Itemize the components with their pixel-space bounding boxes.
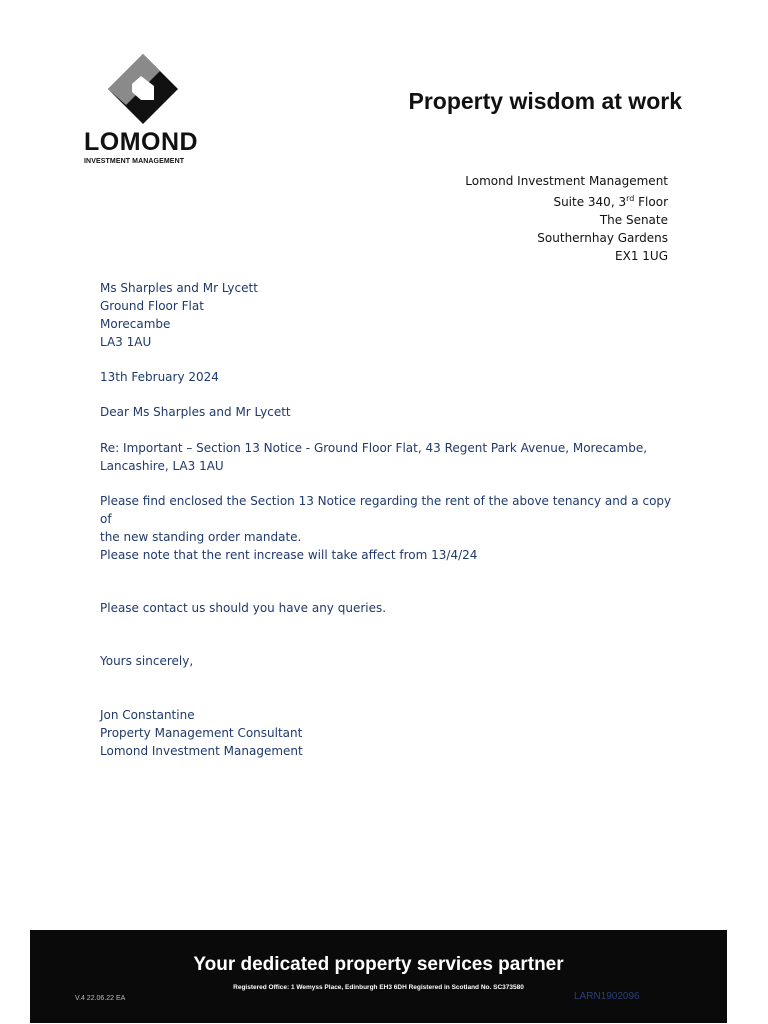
paragraph-enclosure: Please find enclosed the Section 13 Notice regarding the rent of the above tenancy and a copy of the new standing order mandate. <box>100 494 672 544</box>
recipient-address <box>100 279 680 351</box>
sender-line: Suite 340, 3rd Floor <box>553 194 668 209</box>
sender-address <box>465 172 668 265</box>
signature-block <box>100 706 680 760</box>
lomond-diamond-icon <box>108 54 178 124</box>
recipient-line: Ground Floor Flat <box>100 299 204 313</box>
footer-version: V.4 22.06.22 EA <box>75 995 126 1002</box>
letter-date: 13th February 2024 <box>100 370 219 384</box>
logo-name: LOMOND <box>84 128 199 156</box>
sender-line: Southernhay Gardens <box>537 231 668 245</box>
signatory-name: Jon Constantine <box>100 708 195 722</box>
signatory-company: Lomond Investment Management <box>100 744 303 758</box>
footer-registration: Registered Office: 1 Wemyss Place, Edinburgh EH3 6DH Registered in Scotland No. SC373580 <box>233 984 524 991</box>
paragraph-contact: Please contact us should you have any queries. <box>100 601 387 615</box>
recipient-postcode: LA3 1AU <box>100 335 152 349</box>
footer-banner <box>30 930 727 1023</box>
subject-line: Re: Important – Section 13 Notice - Ground Floor Flat, 43 Regent Park Avenue, Morecambe, Lancashire, LA3 1AU <box>100 441 648 473</box>
signatory-title: Property Management Consultant <box>100 726 303 740</box>
sender-line: EX1 1UG <box>615 249 668 263</box>
closing: Yours sincerely, <box>100 654 194 668</box>
sender-line: The Senate <box>599 213 668 227</box>
footer-title: Your dedicated property services partner <box>193 954 564 975</box>
recipient-name: Ms Sharples and Mr Lycett <box>100 281 258 295</box>
tagline: Property wisdom at work <box>408 88 682 114</box>
recipient-line: Morecambe <box>100 317 171 331</box>
logo-subtitle: INVESTMENT MANAGEMENT <box>84 158 185 165</box>
sender-line: Lomond Investment Management <box>465 174 668 188</box>
salutation: Dear Ms Sharples and Mr Lycett <box>100 405 291 419</box>
paragraph-rent-increase: Please note that the rent increase will take affect from 13/4/24 <box>100 548 478 562</box>
footer-reference: LARN1902096 <box>574 991 640 1002</box>
